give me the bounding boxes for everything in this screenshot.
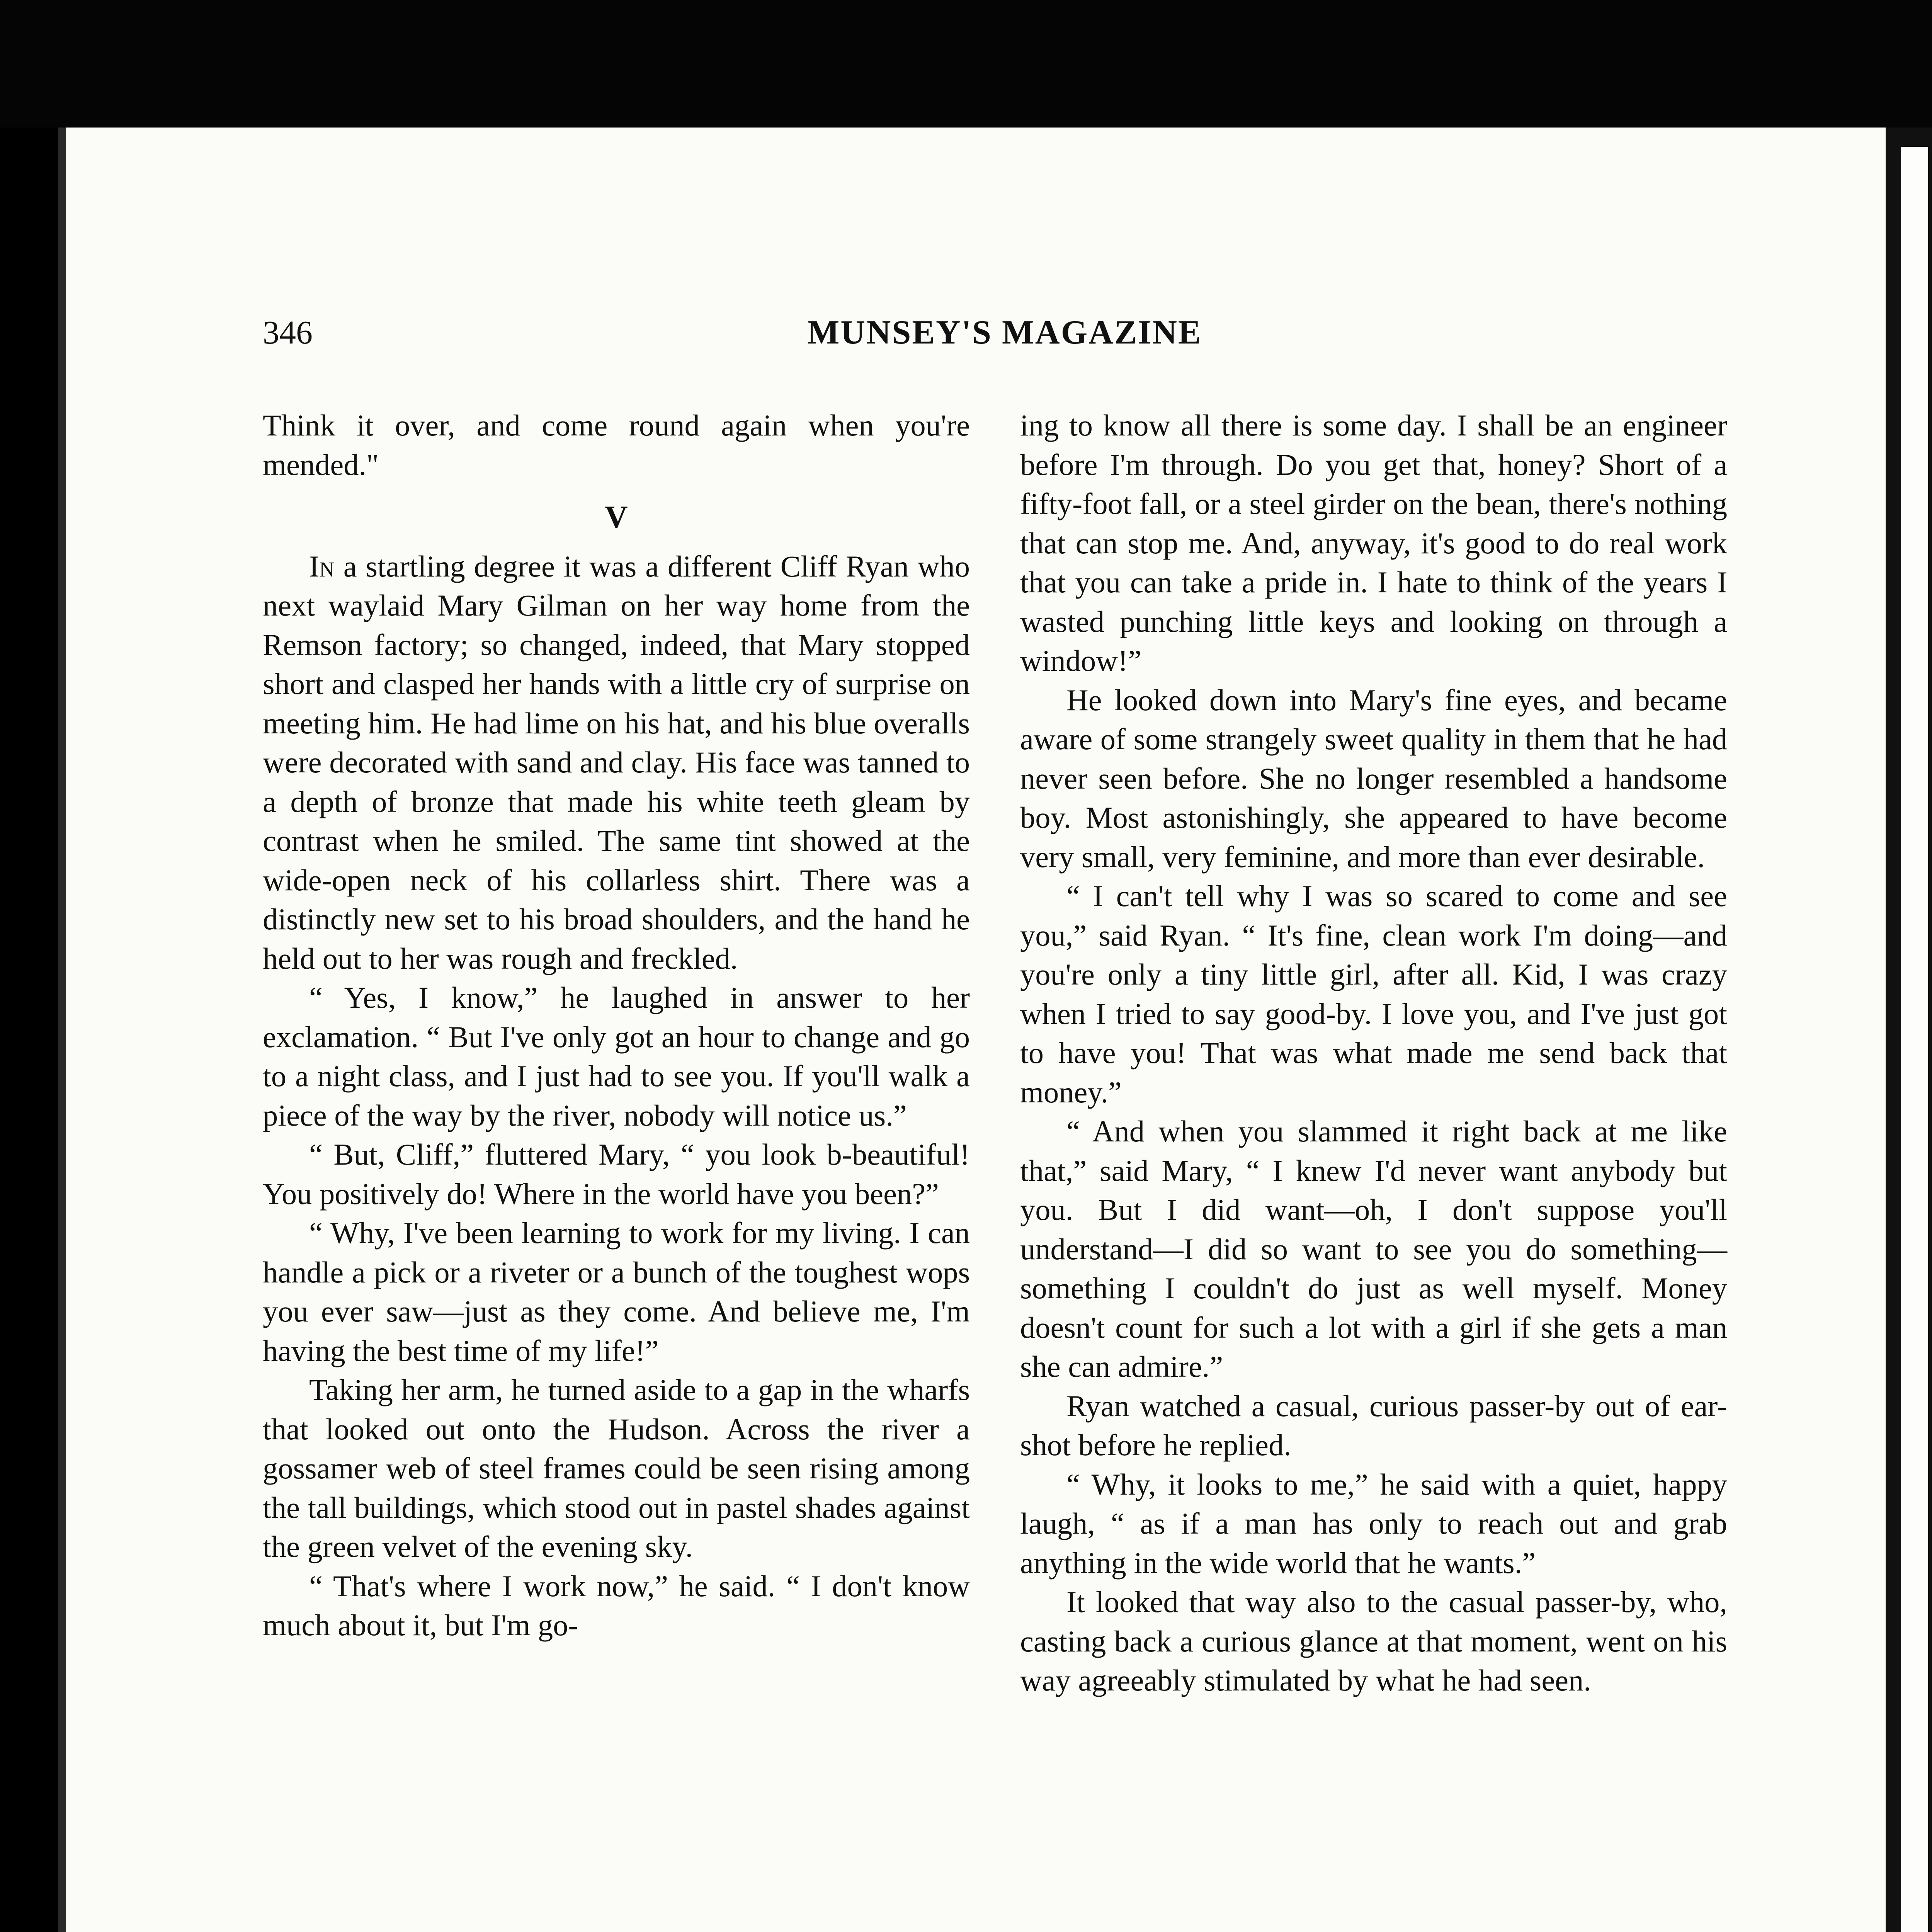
- paragraph: “ That's where I work now,” he said. “ I don't know much about it, but I'm go-: [263, 1569, 970, 1642]
- paragraph: Think it over, and come round again when you're mended.": [263, 408, 970, 481]
- section-heading: V: [605, 499, 628, 534]
- scan-background-top: [0, 0, 1932, 128]
- next-page-edge: [1901, 147, 1928, 1932]
- paragraph: “ But, Cliff,” fluttered Mary, “ you look b-beautiful! You positively do! Where in the world have you been?”: [263, 1138, 970, 1211]
- page-number: 346: [263, 314, 313, 351]
- paragraph-text: a startling degree it was a different Cliff Ryan who next waylaid Mary Gilman on her way home from the Remson factory; so changed, indeed, that Mary stopped short and clasped her hands with a little cry of surprise on meeting him. He had lime on his hat, and his blue overalls were decorated with sand and clay. His face was tanned to a depth of bronze that made his white teeth gleam by contrast when he smiled. The same tint showed at the wide-open neck of his collarless shirt. There was a distinctly new set to his broad shoulders, and the hand he held out to her was rough and freckled.: [263, 549, 970, 975]
- drop-lead-word: In: [309, 549, 335, 583]
- paragraph: “ Why, I've been learning to work for my living. I can handle a pick or a riveter or a bunch of the toughest wops you ever saw—just as they come. And believe me, I'm having the best time of my life!”: [263, 1216, 970, 1367]
- paragraph: “ And when you slammed it right back at me like that,” said Mary, “ I knew I'd never want anybody but you. But I did want—oh, I don't suppose you'll understand—I did so want to see you do something—something I couldn't do just as well myself. Money doesn't count for such a lot with a girl if she gets a man she can admire.”: [1020, 1114, 1727, 1383]
- paragraph: “ Why, it looks to me,” he said with a quiet, happy laugh, “ as if a man has only to reach out and grab anything in the wide world that he wants.”: [1020, 1467, 1727, 1580]
- paragraph: Taking her arm, he turned aside to a gap in the wharfs that looked out onto the Hudson. Across the river a gossamer web of steel frames could be seen rising among the tall buildings, which stood out in pastel shades against the green velvet of the evening sky.: [263, 1373, 970, 1563]
- paragraph: [263, 547, 970, 978]
- paragraph: ing to know all there is some day. I shall be an engineer before I'm through. Do you get that, honey? Short of a fifty-foot fall, or a steel girder on the bean, there's nothing that can stop me. And, anyway, it's good to do real work that you can take a pride in. I hate to think of the years I wasted punching little keys and looking on through a window!”: [1020, 408, 1727, 677]
- story-column-left: [263, 406, 970, 1645]
- magazine-title: MUNSEY'S MAGAZINE: [807, 314, 1202, 351]
- story-column-right: [1020, 406, 1727, 1700]
- paragraph: Ryan watched a casual, curious passer-by out of ear-shot before he replied.: [1020, 1389, 1727, 1462]
- paragraph: “ I can't tell why I was so scared to come and see you,” said Ryan. “ It's fine, clean work I'm doing—and you're only a tiny little girl, after all. Kid, I was crazy when I tried to say good-by. I love you, and I've just got to have you! That was what made me send back that money.”: [1020, 879, 1727, 1109]
- paragraph: He looked down into Mary's fine eyes, and became aware of some strangely sweet quality in them that he had never seen before. She no longer resembled a handsome boy. Most astonishingly, she appeared to have become very small, very feminine, and more than ever desirable.: [1020, 683, 1727, 874]
- paragraph: “ Yes, I know,” he laughed in answer to her exclamation. “ But I've only got an hour to change and go to a night class, and I just had to see you. If you'll walk a piece of the way by the river, nobody will notice us.”: [263, 981, 970, 1132]
- page-header: [263, 313, 1747, 359]
- paragraph: It looked that way also to the casual passer-by, who, casting back a curious glance at that moment, went on his way agreeably stimulated by what he had seen.: [1020, 1585, 1727, 1697]
